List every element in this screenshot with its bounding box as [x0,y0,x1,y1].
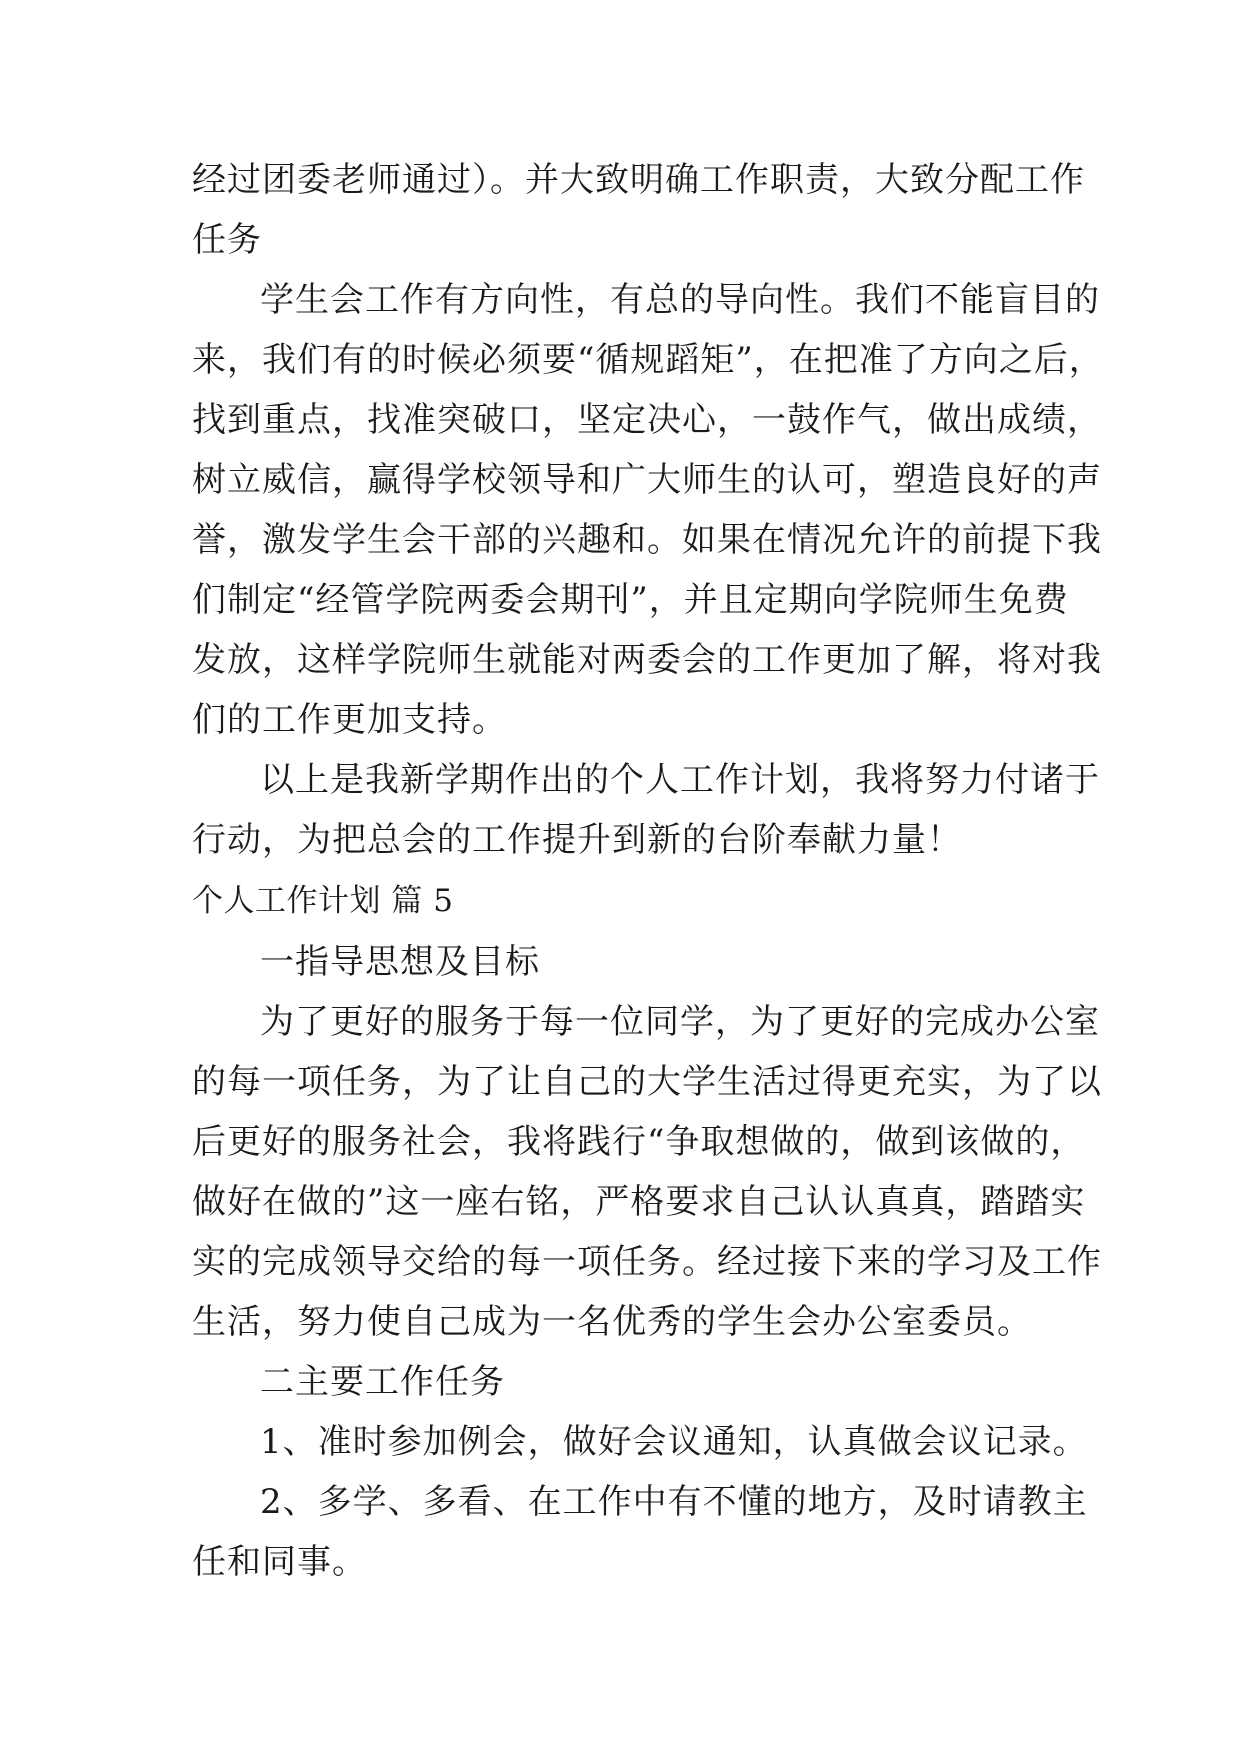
list-item-1 [192,1412,1088,1472]
text-line: 找到重点，找准突破口，坚定决心，一鼓作气，做出成绩， [192,400,1102,440]
text-line: 生活，努力使自己成为一名优秀的学生会办公室委员。 [192,1302,1032,1342]
text-line: 们的工作更加支持。 [192,700,507,740]
text-line: 2、多学、多看、在工作中有不懂的地方，及时请教主 [260,1482,1088,1522]
text-line: 1、准时参加例会，做好会议通知，认真做会议记录。 [260,1422,1088,1462]
text-line: 实的完成领导交给的每一项任务。经过接下来的学习及工作 [192,1242,1102,1282]
heading-guiding-ideas [192,932,1062,992]
text-line: 做好在做的”这一座右铭，严格要求自己认认真真，踏踏实 [192,1182,1086,1222]
list-item-2 [192,1472,1088,1592]
text-line: 学生会工作有方向性，有总的导向性。我们不能盲目的 [260,280,1100,320]
text-line: 任和同事。 [192,1542,367,1582]
text-line: 任务 [192,220,262,260]
text-line: 的每一项任务，为了让自己的大学生活过得更充实，为了以 [192,1062,1102,1102]
text-line: 经过团委老师通过）。并大致明确工作职责，大致分配工作 [192,160,1085,200]
text-line: 以上是我新学期作出的个人工作计划，我将努力付诸于 [260,760,1100,800]
paragraph-direction [192,270,1104,750]
text-line: 树立威信，赢得学校领导和广大师生的认可，塑造良好的声 [192,460,1102,500]
text-line: 行动，为把总会的工作提升到新的台阶奉献力量！ [192,820,962,860]
text-line: 们制定“经管学院两委会期刊”，并且定期向学院师生免费 [192,580,1069,620]
text-line: 发放，这样学院师生就能对两委会的工作更加了解，将对我 [192,640,1102,680]
text-line: 后更好的服务社会，我将践行“争取想做的，做到该做的， [192,1122,1086,1162]
paragraph-goals [192,992,1102,1352]
section-title: 个人工作计划 篇 5 [192,883,454,919]
heading-main-tasks [192,1352,1062,1412]
text-line: 为了更好的服务于每一位同学，为了更好的完成办公室 [260,1002,1100,1042]
text-line: 誉，激发学生会干部的兴趣和。如果在情况允许的前提下我 [192,520,1102,560]
paragraph-conclusion [192,750,1100,870]
text-line: 二主要工作任务 [260,1362,505,1402]
text-line: 来，我们有的时候必须要“循规蹈矩”，在把准了方向之后， [192,340,1104,380]
paragraph-continued [192,150,1085,270]
text-line: 一指导思想及目标 [260,942,540,982]
document-page [192,150,1104,1592]
